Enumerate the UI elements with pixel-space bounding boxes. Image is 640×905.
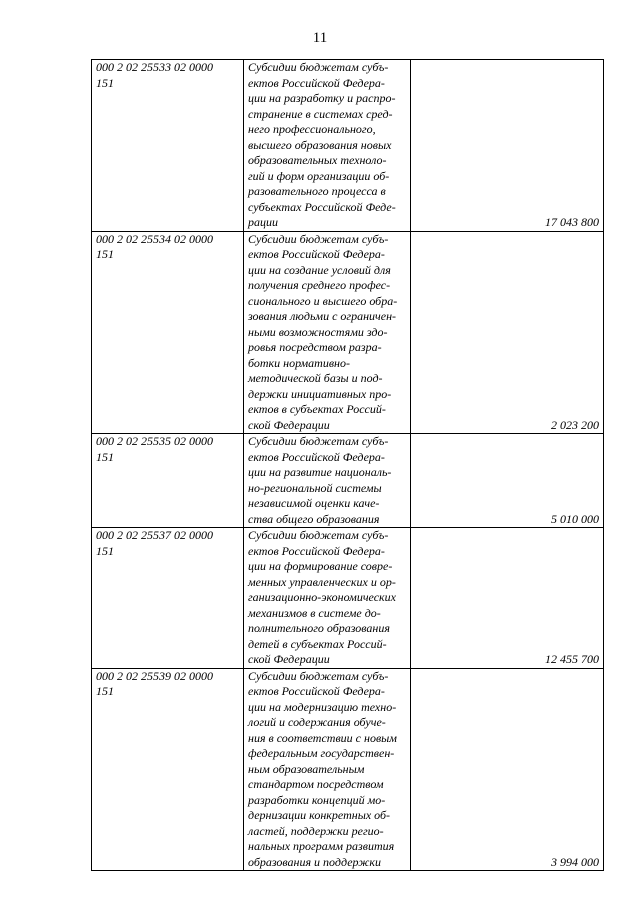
budget-code: 000 2 02 25537 02 0000 151 (96, 528, 213, 558)
description-line: ектов в субъектах Россий- (248, 402, 386, 416)
page-number: 11 (312, 30, 328, 46)
description (244, 434, 410, 527)
table-row (92, 528, 604, 669)
description-line: странение в системах сред- (248, 106, 393, 121)
description-line: Субсидии бюджетам субъ- (248, 231, 389, 246)
description-line: независимой оценки каче- (248, 496, 380, 510)
description-line: ботки нормативно- (248, 355, 350, 370)
amount-cell (411, 668, 604, 871)
description-line: ластей, поддержки регио- (248, 823, 384, 838)
description-line: ской Федерации (248, 652, 330, 666)
amount: 17 043 800 (545, 215, 599, 229)
description-line: менных управленческих и ор- (248, 574, 396, 589)
description-cell (244, 231, 411, 434)
description-line: субъектах Российской Феде- (248, 199, 396, 214)
code-cell (92, 668, 244, 871)
description-line: зования людьми с ограничен- (248, 309, 397, 323)
description-cell (244, 434, 411, 528)
amount-cell (411, 231, 604, 434)
description-line: ции на модернизацию техно- (248, 699, 397, 714)
budget-code: 000 2 02 25534 02 0000 151 (96, 231, 213, 261)
description-line: федеральным государствен- (248, 746, 395, 760)
description (244, 669, 410, 871)
description-line: высшего образования новых (248, 137, 392, 152)
description (244, 528, 410, 668)
description-line: ции на создание условий для (248, 262, 391, 277)
description-line: ным образовательным (248, 761, 365, 776)
description-line: получения среднего профес- (248, 278, 391, 292)
description-line: ганизационно-экономических (248, 590, 396, 604)
table-row (92, 231, 604, 434)
code-cell (92, 231, 244, 434)
description (244, 60, 410, 231)
table-row (92, 434, 604, 528)
description-line: ции на формирование совре- (248, 559, 393, 573)
code-cell (92, 434, 244, 528)
description-cell (244, 668, 411, 871)
description-line: разработки концепций мо- (248, 792, 386, 807)
description-line: Субсидии бюджетам субъ- (248, 668, 389, 683)
description-line: полнительного образования (248, 621, 390, 635)
table-row (92, 60, 604, 232)
description-line: ектов Российской Федера- (248, 543, 385, 558)
description-line: ции на разработку и распро- (248, 91, 396, 105)
budget-code: 000 2 02 25533 02 0000 151 (96, 60, 213, 90)
description-line: детей в субъектах Россий- (248, 636, 387, 651)
table-row (92, 668, 604, 871)
description-cell (244, 528, 411, 669)
description-line: нальных программ развития (248, 839, 395, 853)
code-cell (92, 60, 244, 232)
description-line: Субсидии бюджетам субъ- (248, 528, 389, 542)
amount: 3 994 000 (551, 854, 599, 869)
description-line: дернизации конкретных об- (248, 808, 391, 822)
description-line: ными возможностями здо- (248, 324, 388, 339)
description-line: стандартом посредством (248, 777, 384, 791)
description-line: гий и форм организации об- (248, 168, 390, 183)
description-line: методической базы и под- (248, 371, 383, 385)
amount-cell (411, 60, 604, 232)
amount-cell (411, 528, 604, 669)
amount-cell (411, 434, 604, 528)
description-line: Субсидии бюджетам субъ- (248, 434, 389, 448)
description-line: рации (248, 215, 278, 229)
description-line: ства общего образования (248, 511, 380, 526)
description-line: ции на развитие националь- (248, 465, 392, 479)
budget-code: 000 2 02 25535 02 0000 151 (96, 434, 213, 464)
description-line: логий и содержания обуче- (248, 715, 386, 729)
budget-table (91, 59, 604, 871)
amount: 2 023 200 (551, 417, 599, 432)
description-line: ектов Российской Федера- (248, 75, 385, 90)
description-line: ровья посредством разра- (248, 340, 382, 354)
description-line: но-региональной системы (248, 480, 382, 495)
description-line: разовательного процесса в (248, 184, 386, 198)
description (244, 232, 410, 434)
table-body (92, 60, 604, 871)
description-line: сионального и высшего обра- (248, 293, 398, 308)
description-cell (244, 60, 411, 232)
amount: 12 455 700 (545, 652, 599, 666)
description-line: ской Федерации (248, 417, 330, 432)
description-line: ния в соответствии с новым (248, 730, 397, 745)
budget-code: 000 2 02 25539 02 0000 151 (96, 668, 213, 698)
amount: 5 010 000 (551, 511, 599, 526)
description-line: Субсидии бюджетам субъ- (248, 60, 389, 74)
description-line: образования и поддержки (248, 854, 381, 869)
description-line: держки инициативных про- (248, 386, 392, 401)
description-line: образовательных техноло- (248, 153, 387, 167)
description-line: ектов Российской Федера- (248, 247, 385, 261)
description-line: ектов Российской Федера- (248, 684, 385, 698)
description-line: ектов Российской Федера- (248, 449, 385, 464)
description-line: него профессионального, (248, 122, 376, 136)
description-line: механизмов в системе до- (248, 605, 381, 620)
code-cell (92, 528, 244, 669)
